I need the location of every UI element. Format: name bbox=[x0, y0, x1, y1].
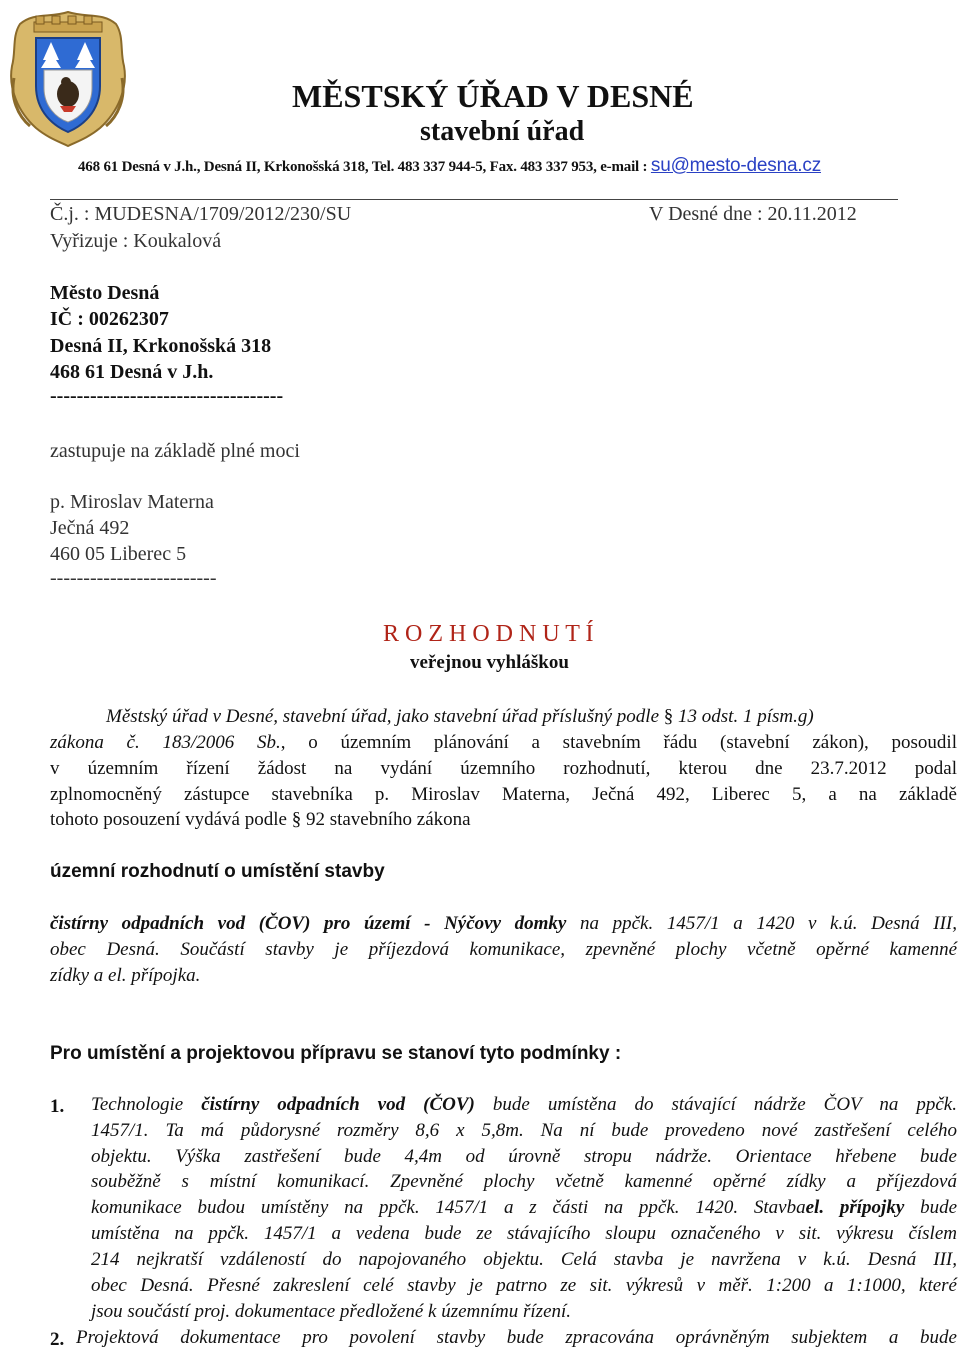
representative-separator: ------------------------- bbox=[50, 567, 217, 589]
condition-1-l5b: el. přípojky bbox=[805, 1197, 905, 1218]
condition-1-line-5 bbox=[91, 1197, 957, 1219]
coat-of-arms-icon bbox=[6, 8, 130, 148]
intro-line-5-text: tohoto posouzení vydává podle bbox=[50, 809, 287, 830]
intro-line-1-rest: 13 odst. 1 písm.g) bbox=[678, 706, 814, 727]
recipient-name: Město Desná bbox=[50, 282, 160, 304]
condition-1-line-7: 214 nejkratší vzdáleností do napojovaného objektu. Celá stavba je navržena v k.ú. Desná III, bbox=[91, 1249, 957, 1270]
building-name: čistírny odpadních vod (ČOV) pro území - Nýčovy domky bbox=[50, 913, 567, 934]
condition-1-l5c: bude bbox=[904, 1197, 957, 1218]
address-text: 468 61 Desná v J.h., Desná II, Krkonošská 318, Tel. 483 337 944-5, Fax. 483 337 953, e-mail : bbox=[78, 159, 648, 175]
handled-by: Vyřizuje : Koukalová bbox=[50, 230, 222, 252]
header-divider bbox=[50, 199, 898, 200]
intro-line-4: zplnomocněný zástupce stavebníka p. Miroslav Materna, Ječná 492, Liberec 5, a na základě bbox=[50, 784, 957, 805]
address-line bbox=[78, 155, 821, 177]
intro-line-1 bbox=[106, 705, 957, 729]
conditions-heading: Pro umístění a projektovou přípravu se stanoví tyto podmínky : bbox=[50, 1043, 622, 1064]
recipient-separator: ----------------------------------- bbox=[50, 385, 284, 407]
intro-line-2 bbox=[50, 731, 957, 755]
representative-intro: zastupuje na základě plné moci bbox=[50, 440, 300, 462]
intro-line-1-text: Městský úřad v Desné, stavební úřad, jako stavební úřad příslušný podle bbox=[106, 706, 660, 727]
condition-1-l5: komunikace budou umístěny na ppčk. 1457/1 a z části na ppčk. 1420. Stavba bbox=[91, 1197, 806, 1218]
decision-title: R O Z H O D N U T Í bbox=[383, 621, 594, 647]
condition-1-line-3: objektu. Výška zastřešení bude 4,4m od úrovně stropu nádrže. Orientace hřebene bude bbox=[91, 1146, 957, 1167]
representative-name: p. Miroslav Materna bbox=[50, 491, 214, 513]
condition-2-number: 2. bbox=[50, 1329, 65, 1350]
reference-number: Č.j. : MUDESNA/1709/2012/230/SU bbox=[50, 203, 352, 225]
condition-2-line-1: Projektová dokumentace pro povolení stavby bude zpracována oprávněným subjektem a bude bbox=[76, 1327, 957, 1348]
office-title: MĚSTSKÝ ÚŘAD V DESNÉ bbox=[292, 78, 694, 114]
intro-line-3: v územním řízení žádost na vydání územního rozhodnutí, kterou dne 23.7.2012 podal bbox=[50, 758, 957, 779]
section-sign-2: § bbox=[291, 809, 302, 830]
building-line-3: zídky a el. přípojka. bbox=[50, 965, 201, 986]
building-line-1 bbox=[50, 912, 957, 936]
decision-type: územní rozhodnutí o umístění stavby bbox=[50, 861, 385, 882]
recipient-city: 468 61 Desná v J.h. bbox=[50, 361, 214, 383]
building-parcels: na ppčk. 1457/1 a 1420 v k.ú. Desná III, bbox=[566, 913, 957, 934]
condition-1-line-4: souběžně s místní komunikací. Zpevněné plochy včetně kamenné opěrné zídky a příjezdová bbox=[91, 1171, 957, 1192]
intro-line-5 bbox=[50, 808, 957, 832]
representative-street: Ječná 492 bbox=[50, 517, 130, 539]
law-reference: zákona č. 183/2006 Sb. bbox=[50, 732, 281, 753]
condition-1-l1c: bude umístěna do stávající nádrže ČOV na ppčk. bbox=[474, 1094, 957, 1115]
condition-1-line-6: umístěna na ppčk. 1457/1 a vedena bude ze stávajícího sloupu označeného v sit. výkresu číslem bbox=[91, 1223, 957, 1244]
decision-subtitle: veřejnou vyhláškou bbox=[410, 652, 569, 673]
document-date: V Desné dne : 20.11.2012 bbox=[649, 203, 857, 225]
section-sign: § bbox=[663, 706, 674, 727]
condition-1-line-1 bbox=[91, 1094, 957, 1116]
intro-line-5-rest: 92 stavebního zákona bbox=[305, 809, 471, 830]
condition-1-l1b: čistírny odpadních vod (ČOV) bbox=[201, 1094, 475, 1115]
condition-1-line-9: jsou součástí proj. dokumentace předložené k územnímu řízení. bbox=[91, 1301, 572, 1322]
email-link[interactable]: su@mesto-desna.cz bbox=[650, 155, 821, 176]
building-line-2: obec Desná. Součástí stavby je příjezdová komunikace, zpevněné plochy včetně opěrné kamenné bbox=[50, 939, 957, 960]
condition-1-line-2: 1457/1. Ta má půdorysné rozměry 8,6 x 5,8m. Na ní bude provedeno nové zastřešení celého bbox=[91, 1120, 957, 1141]
representative-city: 460 05 Liberec 5 bbox=[50, 543, 187, 565]
condition-1-l1a: Technologie bbox=[91, 1094, 202, 1115]
recipient-ico: IČ : 00262307 bbox=[50, 308, 169, 330]
condition-1-line-8: obec Desná. Přesné zakreslení celé stavby je patrno ze sit. výkresů v měř. 1:200 a 1:1000, které bbox=[91, 1275, 957, 1296]
department-title: stavební úřad bbox=[420, 116, 585, 147]
condition-1-number: 1. bbox=[50, 1096, 65, 1117]
recipient-street: Desná II, Krkonošská 318 bbox=[50, 335, 272, 357]
intro-line-2-text: , o územním plánování a stavebním řádu (stavební zákon), posoudil bbox=[280, 732, 957, 753]
